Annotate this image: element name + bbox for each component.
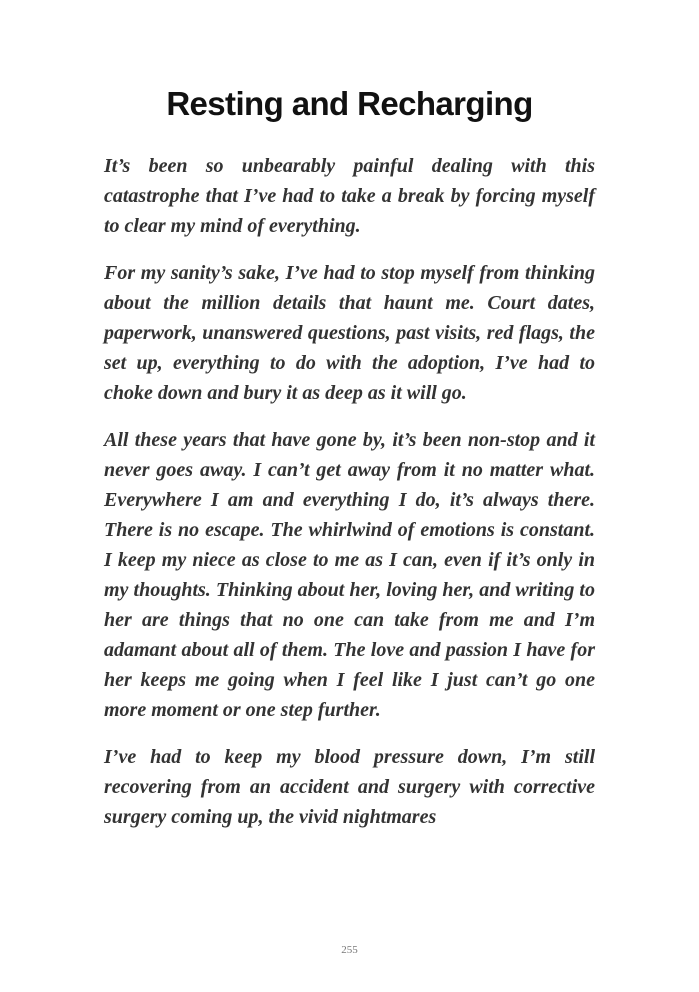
page-number: 255 xyxy=(341,944,358,956)
paragraph: It’s been so unbearably painful dealing with this catastrophe that I’ve had to take a break by forcing myself to clear my mind of everything. xyxy=(104,155,595,237)
chapter-title: Resting and Recharging xyxy=(166,85,533,122)
paragraph: I’ve had to keep my blood pressure down, I’m still recovering from an accident and surgery with corrective surgery coming up, the vivid nightmares xyxy=(104,746,595,828)
paragraph: All these years that have gone by, it’s been non-stop and it never goes away. I can’t get away from it no matter what. Everywhere I am and everything I do, it’s always there. There is no escape. The whirlwind of emotions is constant. I keep my niece as close to me as I can, even if it’s only in my thoughts. Thinking about her, loving her, and writing to her are things that no one can take from me and I’m adamant about all of them. The love and passion I have for her keeps me going when I feel like I just can’t go one more moment or one step further. xyxy=(104,429,595,721)
paragraph: For my sanity’s sake, I’ve had to stop myself from thinking about the million details that haunt me. Court dates, paperwork, unanswered questions, past visits, red flags, the set up, everything to do with the adoption, I’ve had to choke down and bury it as deep as it will go. xyxy=(104,262,595,404)
chapter-body xyxy=(104,151,595,849)
